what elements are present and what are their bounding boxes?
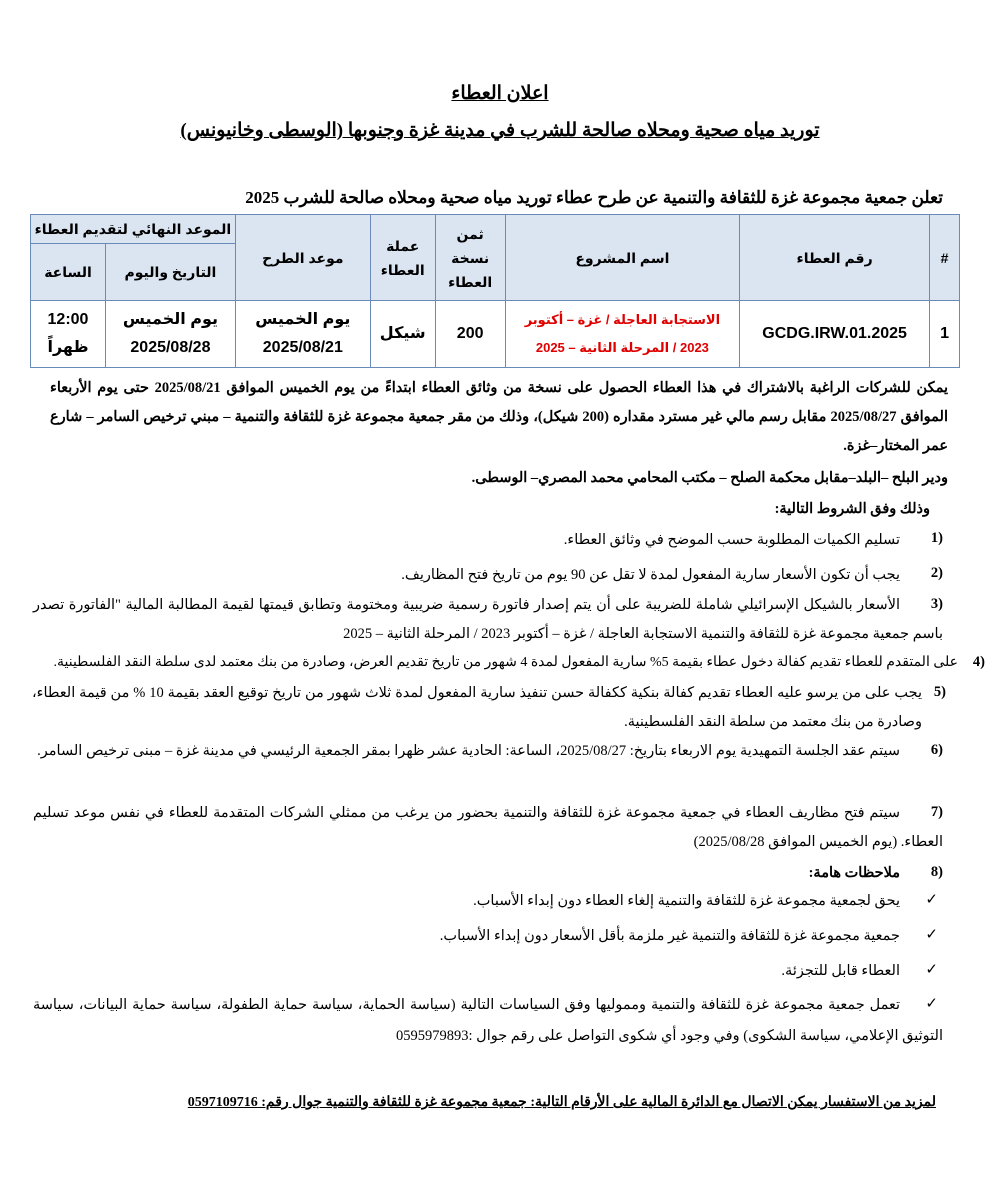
checkmark-icon: ✓ xyxy=(925,892,938,908)
cell-price: 200 xyxy=(435,301,505,368)
header-price-line1: ثمن xyxy=(456,225,484,242)
cell-num: 1 xyxy=(930,301,960,368)
page-title: اعلان العطاء xyxy=(451,83,549,104)
checkmark-icon: ✓ xyxy=(925,927,938,943)
condition-number: 1) xyxy=(930,530,943,546)
header-release-date: موعد الطرح xyxy=(235,215,370,301)
paragraph-obtain-documents: يمكن للشركات الراغبة بالاشتراك في هذا العطاء الحصول على نسخة من وثائق العطاء ابتداءً من يوم الخميس الموافق 2025/08/21 حتى يوم الأربعاء الموافق 2025/08/27 مقابل رسم مالي غير مسترد مقداره (200 شيكل)، وذلك من مقر جمعية مجموعة غزة للثقافة والتنمية – مبني ترخيص السامر – شارع عمر المختار–غزة. xyxy=(50,380,948,454)
intro-text: تعلن جمعية مجموعة غزة للثقافة والتنمية عن طرح عطاء توريد مياه صحية ومحلاه صالحة للشرب 2025 xyxy=(245,188,943,207)
cell-project-line2: 2023 / المرحلة الثانية – 2025 xyxy=(535,340,709,355)
cell-time-line1: 12:00 xyxy=(47,311,89,328)
condition-text: يجب أن تكون الأسعار سارية المفعول لمدة لا تقل عن 90 يوم من تاريخ فتح المظاريف. xyxy=(401,567,900,583)
condition-text: سيتم فتح مظاريف العطاء في جمعية مجموعة غزة للثقافة والتنمية بحضور من يرغب من ممثلي الشركات المتقدمة للعطاء في نفس موعد تسليم العطاء. (يوم الخميس الموافق 2025/08/28) xyxy=(33,805,943,850)
notes-heading: ملاحظات هامة: xyxy=(808,865,900,881)
cell-time-line2: ظهراً xyxy=(47,339,89,356)
condition-text: الأسعار بالشيكل الإسرائيلي شاملة للضريبة على أن يتم إصدار فاتورة رسمية ضريبية ومختومة وتطابق قيمتها لقيمة المطالبة المالية "الفاتورة تصدر باسم جمعية مجموعة غزة للثقافة والتنمية الاستجابة العاجلة / غزة – أكتوبر 2023 / المرحلة الثانية – 2025 xyxy=(33,597,943,642)
note-text: العطاء قابل للتجزئة. xyxy=(781,963,900,979)
condition-number: 7) xyxy=(930,804,943,820)
header-currency-line2: العطاء xyxy=(380,261,425,278)
note-text: تعمل جمعية مجموعة غزة للثقافة والتنمية ومموليها وفق السياسات التالية (سياسة الحماية، سياسة حماية الطفولة، سياسة حماية البيانات، سياسة التوثيق الإعلامي، سياسة الشكوى) وفي وجود أي شكوى التواصل على رقم جوال :0595979893 xyxy=(33,997,943,1044)
paragraph-branch-address: ودير البلح –البلد–مقابل محكمة الصلح – مكتب المحامي محمد المصري– الوسطى. xyxy=(471,470,948,486)
tender-table xyxy=(30,214,960,368)
cell-tender-no: GCDG.IRW.01.2025 xyxy=(740,301,930,368)
cell-release-date: 2025/08/21 xyxy=(262,339,343,356)
condition-number: 2) xyxy=(930,565,943,581)
conditions-intro: وذلك وفق الشروط التالية: xyxy=(774,501,930,517)
note-text: جمعية مجموعة غزة للثقافة والتنمية غير ملزمة بأقل الأسعار دون إبداء الأسباب. xyxy=(439,928,900,944)
condition-number: 3) xyxy=(930,596,943,612)
condition-number: 8) xyxy=(930,864,943,880)
condition-text: تسليم الكميات المطلوبة حسب الموضح في وثائق العطاء. xyxy=(563,532,900,548)
header-project: اسم المشروع xyxy=(505,215,740,301)
table-row xyxy=(31,301,960,368)
cell-release-day: يوم الخميس xyxy=(255,311,351,328)
header-date-day: التاريخ واليوم xyxy=(106,244,236,301)
cell-deadline-day: يوم الخميس xyxy=(122,311,218,328)
cell-deadline-date: 2025/08/28 xyxy=(130,339,211,356)
note-text: يحق لجمعية مجموعة غزة للثقافة والتنمية إلغاء العطاء دون إبداء الأسباب. xyxy=(473,893,900,909)
header-tender-no: رقم العطاء xyxy=(740,215,930,301)
condition-number: 5) xyxy=(933,684,946,700)
condition-text: يجب على من يرسو عليه العطاء تقديم كفالة بنكية ككفالة حسن تنفيذ سارية المفعول لمدة ثلاث شهور من تاريخ توقيع العقد بقيمة 10 % من قيمة العطاء، وصادرة من بنك معتمد من سلطة النقد الفلسطينية. xyxy=(32,685,922,730)
page-subtitle: توريد مياه صحية ومحلاه صالحة للشرب في مدينة غزة وجنوبها (الوسطى وخانيونس) xyxy=(180,120,820,141)
condition-number: 4) xyxy=(972,654,985,670)
header-price-line2: نسخة xyxy=(451,249,490,266)
checkmark-icon: ✓ xyxy=(925,962,938,978)
header-deadline: الموعد النهائي لتقديم العطاء xyxy=(31,215,236,244)
cell-currency: شيكل xyxy=(370,301,435,368)
cell-deadline xyxy=(106,301,236,368)
condition-number: 6) xyxy=(930,742,943,758)
cell-release xyxy=(235,301,370,368)
header-time: الساعة xyxy=(31,244,106,301)
footer-contact: لمزيد من الاستفسار يمكن الاتصال مع الدائرة المالية على الأرقام التالية: جمعية مجموعة غزة للثقافة والتنمية جوال رقم: 0597109716 xyxy=(187,1095,936,1110)
header-currency-line1: عملة xyxy=(386,237,420,254)
condition-text: سيتم عقد الجلسة التمهيدية يوم الاربعاء بتاريخ: 2025/08/27، الساعة: الحادية عشر ظهرا بمقر الجمعية الرئيسي في مدينة غزة – مبنى ترخيص السامر. xyxy=(37,743,900,759)
cell-project-line1: الاستجابة العاجلة / غزة – أكتوبر xyxy=(524,312,721,327)
header-price-line3: العطاء xyxy=(448,273,493,290)
checkmark-icon: ✓ xyxy=(925,996,938,1012)
cell-time xyxy=(31,301,106,368)
cell-project xyxy=(505,301,740,368)
header-num: # xyxy=(930,215,960,301)
condition-text: على المتقدم للعطاء تقديم كفالة دخول عطاء بقيمة 5% سارية المفعول لمدة 4 شهور من تاريخ تقديم العرض، وصادرة من بنك معتمد لدى سلطة النقد الفلسطينية. xyxy=(53,655,958,670)
header-price xyxy=(435,215,505,301)
header-currency xyxy=(370,215,435,301)
